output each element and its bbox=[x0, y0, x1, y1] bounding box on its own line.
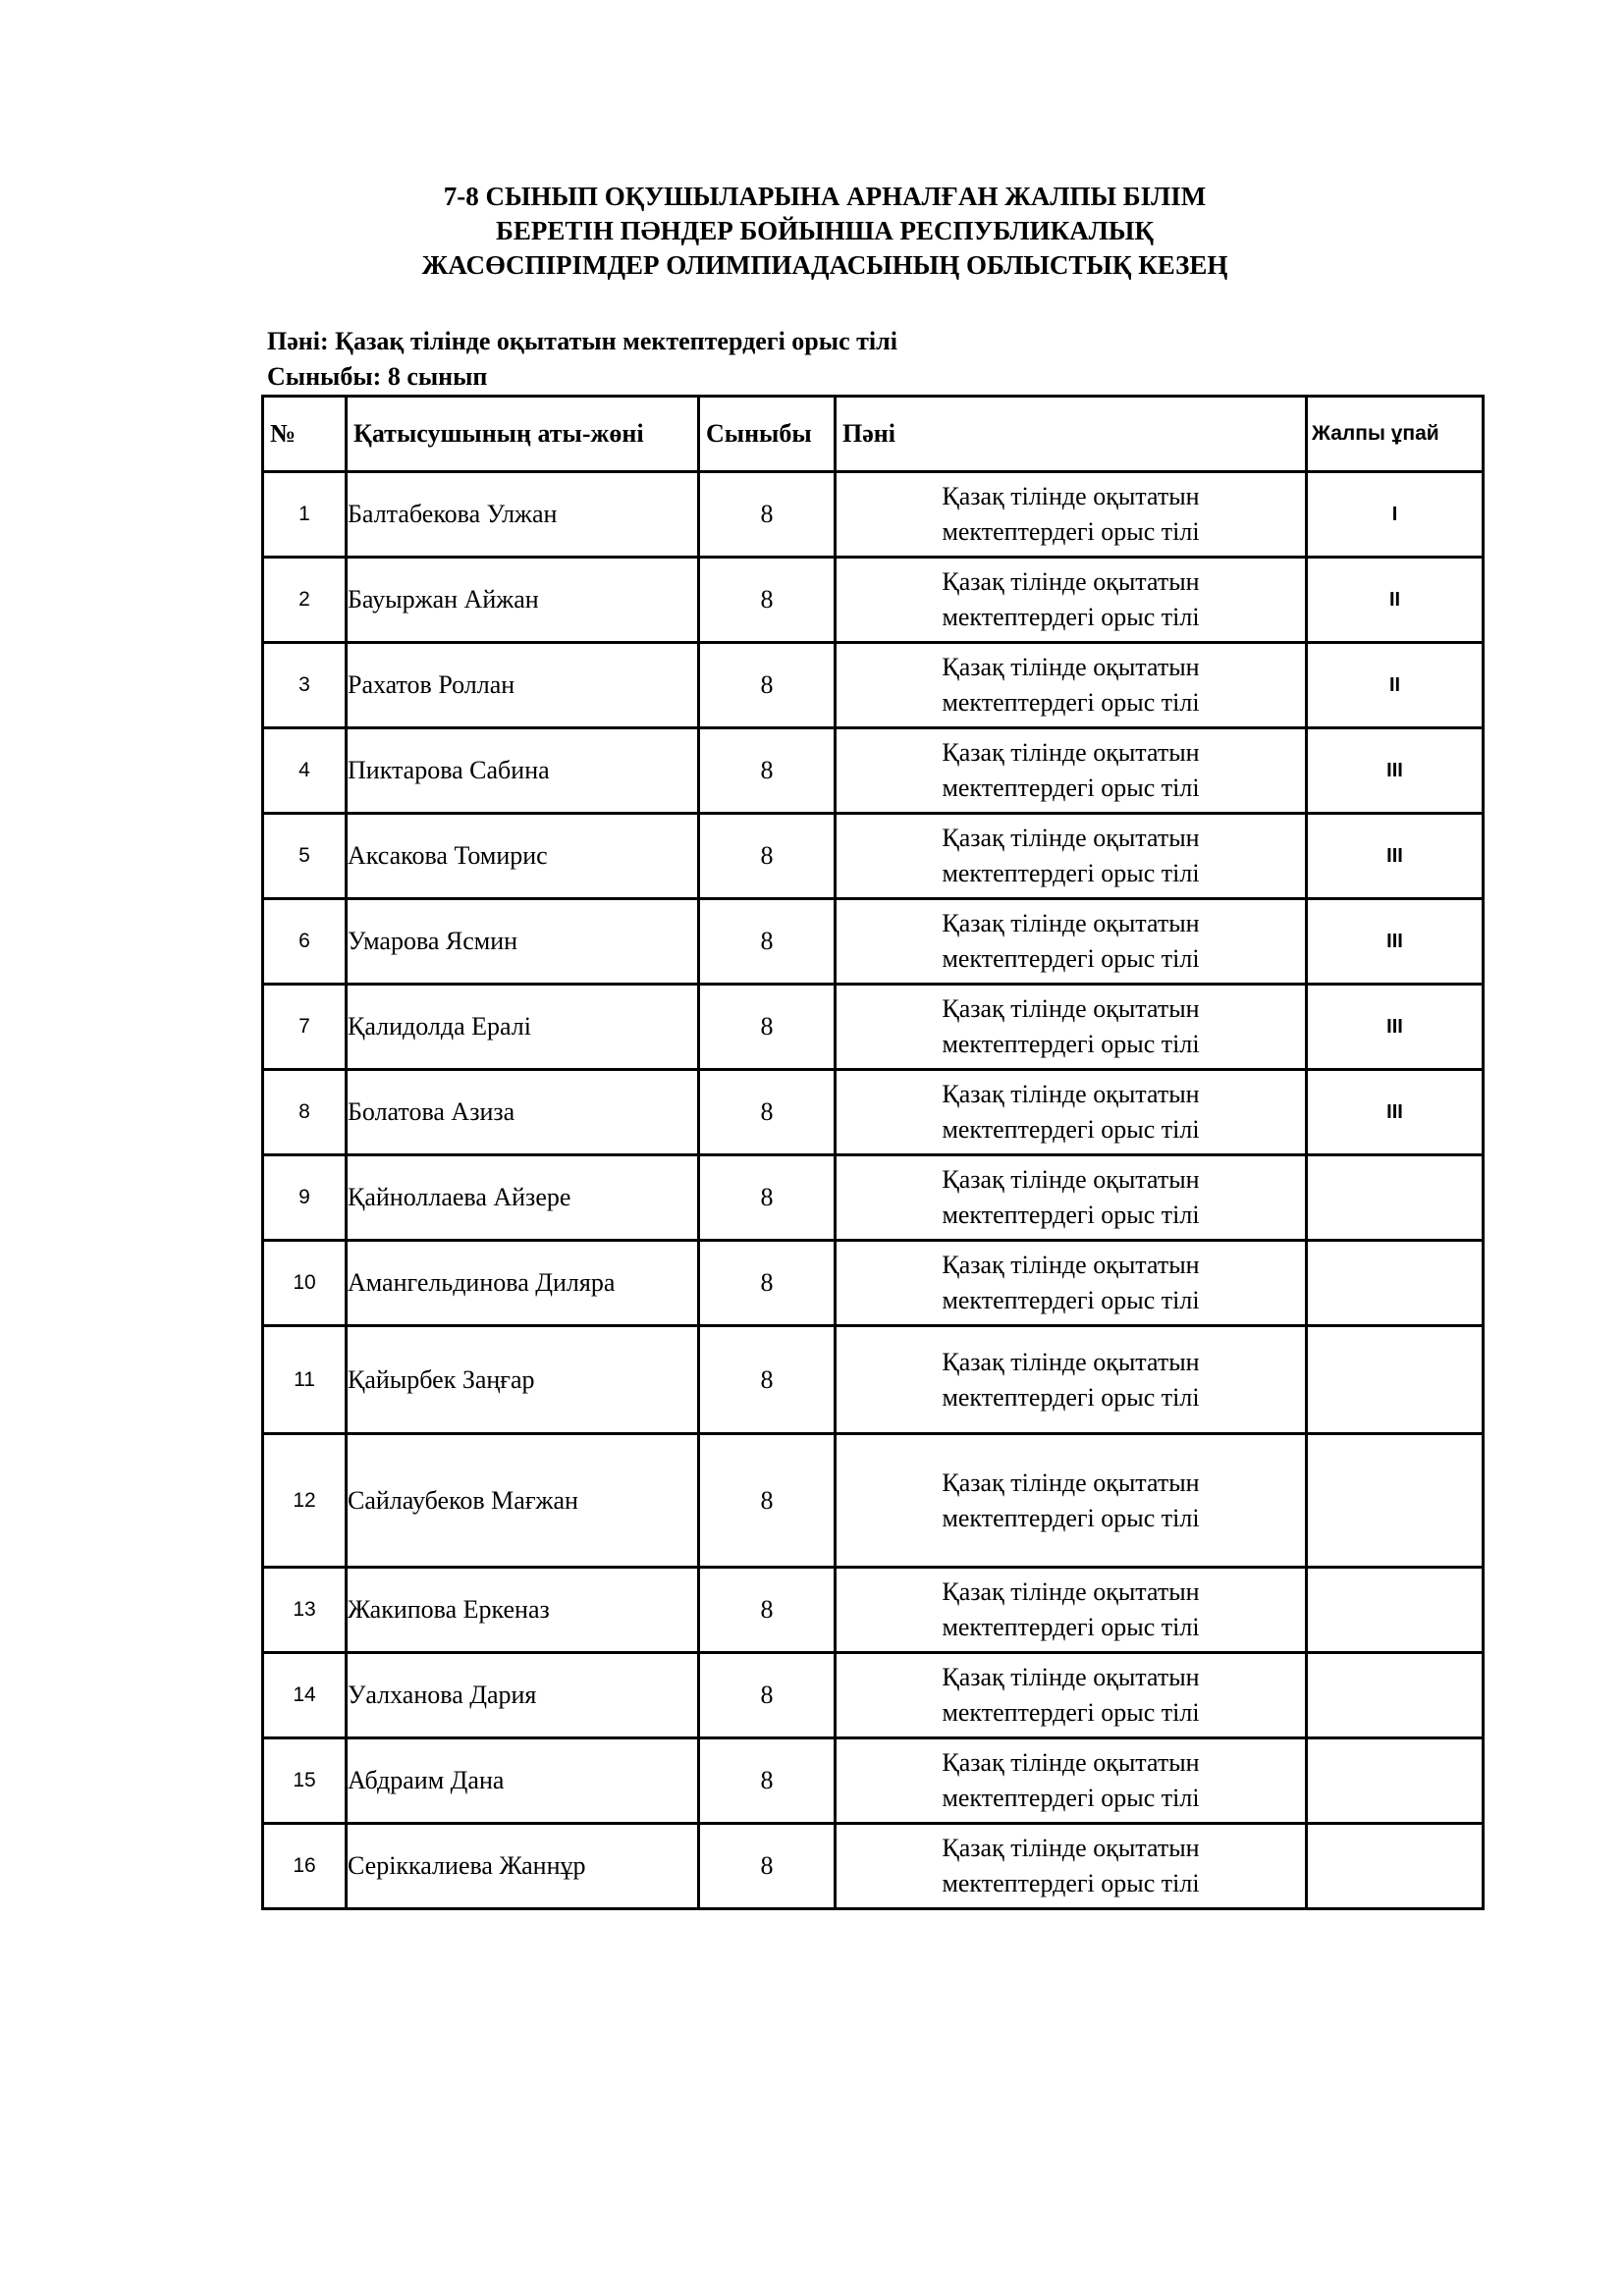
total-score: II bbox=[1307, 643, 1484, 728]
participant-grade: 8 bbox=[699, 1241, 836, 1326]
total-score: III bbox=[1307, 985, 1484, 1070]
participant-name: Болатова Азиза bbox=[347, 1070, 699, 1155]
row-number: 5 bbox=[263, 814, 347, 899]
participant-name: Жакипова Еркеназ bbox=[347, 1568, 699, 1653]
row-number: 8 bbox=[263, 1070, 347, 1155]
column-header-number: № bbox=[263, 397, 347, 472]
table-row bbox=[263, 1653, 1484, 1738]
row-number: 6 bbox=[263, 899, 347, 985]
table-row bbox=[263, 643, 1484, 728]
subject-line-1: Қазақ тілінде оқытатын bbox=[942, 909, 1200, 937]
subject-line-2: мектептердегі орыс тілі bbox=[942, 517, 1200, 546]
participant-name: Уалханова Дария bbox=[347, 1653, 699, 1738]
participant-grade: 8 bbox=[699, 1568, 836, 1653]
total-score bbox=[1307, 1653, 1484, 1738]
participant-grade: 8 bbox=[699, 1326, 836, 1434]
participant-name: Қайырбек Заңғар bbox=[347, 1326, 699, 1434]
total-score bbox=[1307, 1241, 1484, 1326]
subject-line-1: Қазақ тілінде оқытатын bbox=[942, 738, 1200, 767]
column-header-name: Қатысушының аты-жөні bbox=[347, 397, 699, 472]
participant-subject bbox=[836, 1326, 1307, 1434]
subject-line-2: мектептердегі орыс тілі bbox=[942, 859, 1200, 887]
row-number: 12 bbox=[263, 1434, 347, 1568]
participant-grade: 8 bbox=[699, 899, 836, 985]
subject-line-2: мектептердегі орыс тілі bbox=[942, 1869, 1200, 1897]
subject-line-2: мектептердегі орыс тілі bbox=[942, 1613, 1200, 1641]
table-row bbox=[263, 1070, 1484, 1155]
row-number: 4 bbox=[263, 728, 347, 814]
participant-name: Бауыржан Айжан bbox=[347, 558, 699, 643]
participant-grade: 8 bbox=[699, 558, 836, 643]
row-number: 15 bbox=[263, 1738, 347, 1824]
participant-subject bbox=[836, 985, 1307, 1070]
subject-line-1: Қазақ тілінде оқытатын bbox=[942, 1468, 1200, 1497]
column-header-grade: Сыныбы bbox=[699, 397, 836, 472]
title-line-3: ЖАСӨСПІРІМДЕР ОЛИМПИАДАСЫНЫҢ ОБЛЫСТЫҚ КЕЗЕҢ bbox=[421, 250, 1228, 280]
row-number: 9 bbox=[263, 1155, 347, 1241]
table-row bbox=[263, 1568, 1484, 1653]
subject-line-2: мектептердегі орыс тілі bbox=[942, 688, 1200, 717]
participant-name: Балтабекова Улжан bbox=[347, 472, 699, 558]
subject-line: Пәні: Қазақ тілінде оқытатын мектептердегі орыс тілі bbox=[267, 327, 897, 355]
row-number: 10 bbox=[263, 1241, 347, 1326]
table-row bbox=[263, 1155, 1484, 1241]
participant-subject bbox=[836, 899, 1307, 985]
subject-line-1: Қазақ тілінде оқытатын bbox=[942, 482, 1200, 510]
grade-line: Сыныбы: 8 сынып bbox=[267, 362, 488, 391]
subject-line-1: Қазақ тілінде оқытатын bbox=[942, 1834, 1200, 1862]
participant-subject bbox=[836, 1653, 1307, 1738]
participant-grade: 8 bbox=[699, 1653, 836, 1738]
table-header-row bbox=[263, 397, 1484, 472]
participant-subject bbox=[836, 1070, 1307, 1155]
participant-subject bbox=[836, 1824, 1307, 1909]
participant-name: Пиктарова Сабина bbox=[347, 728, 699, 814]
participant-grade: 8 bbox=[699, 1070, 836, 1155]
subject-line-1: Қазақ тілінде оқытатын bbox=[942, 653, 1200, 681]
table-row bbox=[263, 1824, 1484, 1909]
subject-line-1: Қазақ тілінде оқытатын bbox=[942, 1748, 1200, 1777]
table-row bbox=[263, 472, 1484, 558]
total-score: III bbox=[1307, 814, 1484, 899]
total-score: III bbox=[1307, 728, 1484, 814]
subject-line-1: Қазақ тілінде оқытатын bbox=[942, 567, 1200, 596]
participant-name: Серіккалиева Жаннұр bbox=[347, 1824, 699, 1909]
participant-grade: 8 bbox=[699, 814, 836, 899]
column-header-total-score: Жалпы ұпай bbox=[1307, 397, 1484, 472]
participant-subject bbox=[836, 643, 1307, 728]
subject-line-2: мектептердегі орыс тілі bbox=[942, 944, 1200, 973]
participant-subject bbox=[836, 1241, 1307, 1326]
total-score bbox=[1307, 1434, 1484, 1568]
subject-line-2: мектептердегі орыс тілі bbox=[942, 1698, 1200, 1727]
participant-subject bbox=[836, 472, 1307, 558]
table-row bbox=[263, 558, 1484, 643]
participant-name: Абдраим Дана bbox=[347, 1738, 699, 1824]
row-number: 1 bbox=[263, 472, 347, 558]
subject-line-1: Қазақ тілінде оқытатын bbox=[942, 1165, 1200, 1194]
subject-line-2: мектептердегі орыс тілі bbox=[942, 1286, 1200, 1314]
subject-line-1: Қазақ тілінде оқытатын bbox=[942, 1577, 1200, 1606]
table-body bbox=[263, 472, 1484, 1909]
table-row bbox=[263, 899, 1484, 985]
row-number: 7 bbox=[263, 985, 347, 1070]
row-number: 13 bbox=[263, 1568, 347, 1653]
participant-name: Умарова Ясмин bbox=[347, 899, 699, 985]
document-title bbox=[295, 180, 1355, 283]
participant-subject bbox=[836, 1434, 1307, 1568]
total-score bbox=[1307, 1326, 1484, 1434]
participant-grade: 8 bbox=[699, 1155, 836, 1241]
participant-subject bbox=[836, 1155, 1307, 1241]
row-number: 3 bbox=[263, 643, 347, 728]
subject-line-1: Қазақ тілінде оқытатын bbox=[942, 824, 1200, 852]
participant-subject bbox=[836, 1738, 1307, 1824]
table-row bbox=[263, 985, 1484, 1070]
participant-grade: 8 bbox=[699, 1738, 836, 1824]
row-number: 2 bbox=[263, 558, 347, 643]
table-row bbox=[263, 728, 1484, 814]
total-score bbox=[1307, 1738, 1484, 1824]
participant-subject bbox=[836, 1568, 1307, 1653]
subject-line-2: мектептердегі орыс тілі bbox=[942, 1030, 1200, 1058]
total-score bbox=[1307, 1824, 1484, 1909]
table-row bbox=[263, 1326, 1484, 1434]
table-row bbox=[263, 1434, 1484, 1568]
subject-line-2: мектептердегі орыс тілі bbox=[942, 1503, 1200, 1532]
table-row bbox=[263, 814, 1484, 899]
participant-name: Рахатов Роллан bbox=[347, 643, 699, 728]
participant-grade: 8 bbox=[699, 1824, 836, 1909]
participant-grade: 8 bbox=[699, 1434, 836, 1568]
participant-subject bbox=[836, 558, 1307, 643]
row-number: 16 bbox=[263, 1824, 347, 1909]
subject-line-1: Қазақ тілінде оқытатын bbox=[942, 1663, 1200, 1691]
total-score: III bbox=[1307, 1070, 1484, 1155]
subject-line-1: Қазақ тілінде оқытатын bbox=[942, 1080, 1200, 1108]
subject-line-2: мектептердегі орыс тілі bbox=[942, 1784, 1200, 1812]
total-score: II bbox=[1307, 558, 1484, 643]
title-line-2: БЕРЕТІН ПӘНДЕР БОЙЫНША РЕСПУБЛИКАЛЫҚ bbox=[496, 216, 1154, 245]
participant-name: Аксакова Томирис bbox=[347, 814, 699, 899]
title-line-1: 7-8 СЫНЫП ОҚУШЫЛАРЫНА АРНАЛҒАН ЖАЛПЫ БІЛІМ bbox=[443, 182, 1207, 211]
subject-line-1: Қазақ тілінде оқытатын bbox=[942, 1347, 1200, 1376]
table-row bbox=[263, 1241, 1484, 1326]
participant-name: Қайноллаева Айзере bbox=[347, 1155, 699, 1241]
row-number: 14 bbox=[263, 1653, 347, 1738]
participant-subject bbox=[836, 728, 1307, 814]
column-header-subject: Пәні bbox=[836, 397, 1307, 472]
participant-name: Қалидолда Ералі bbox=[347, 985, 699, 1070]
participant-grade: 8 bbox=[699, 985, 836, 1070]
table-row bbox=[263, 1738, 1484, 1824]
subject-line-2: мектептердегі орыс тілі bbox=[942, 603, 1200, 631]
total-score bbox=[1307, 1155, 1484, 1241]
participant-name: Сайлаубеков Мағжан bbox=[347, 1434, 699, 1568]
results-table bbox=[261, 395, 1485, 1910]
participant-subject bbox=[836, 814, 1307, 899]
subject-line-2: мектептердегі орыс тілі bbox=[942, 1115, 1200, 1144]
participant-grade: 8 bbox=[699, 728, 836, 814]
subject-line-2: мектептердегі орыс тілі bbox=[942, 774, 1200, 802]
participant-name: Амангельдинова Диляра bbox=[347, 1241, 699, 1326]
total-score: I bbox=[1307, 472, 1484, 558]
subject-line-2: мектептердегі орыс тілі bbox=[942, 1201, 1200, 1229]
row-number: 11 bbox=[263, 1326, 347, 1434]
subject-line-1: Қазақ тілінде оқытатын bbox=[942, 994, 1200, 1023]
total-score bbox=[1307, 1568, 1484, 1653]
subject-line-1: Қазақ тілінде оқытатын bbox=[942, 1251, 1200, 1279]
total-score: III bbox=[1307, 899, 1484, 985]
subject-line-2: мектептердегі орыс тілі bbox=[942, 1382, 1200, 1412]
participant-grade: 8 bbox=[699, 472, 836, 558]
participant-grade: 8 bbox=[699, 643, 836, 728]
